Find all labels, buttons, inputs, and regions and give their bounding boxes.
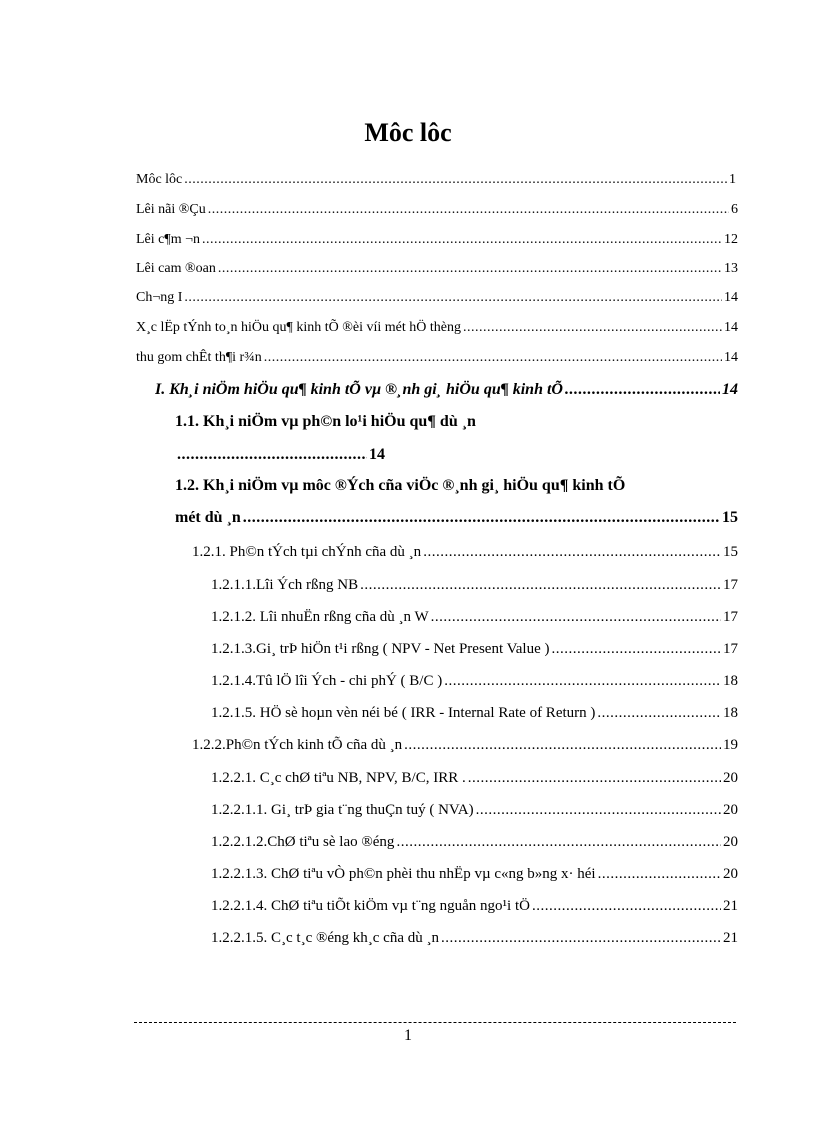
- toc-entry[interactable]: [155, 380, 738, 402]
- toc-leader: [177, 445, 367, 465]
- toc-entry-page: 6: [731, 202, 738, 217]
- toc-entry-page: 17: [723, 577, 738, 593]
- toc-entry-text: 1.2.1.5. HÖ sè hoµn vèn néi bé ( IRR - Internal Rate of Return ): [211, 705, 596, 721]
- toc-entry-page: 14: [722, 381, 738, 398]
- toc-leader: [597, 703, 721, 723]
- toc-entry[interactable]: [211, 607, 738, 629]
- toc-entry[interactable]: [211, 575, 738, 597]
- toc-entry-text: 1.2.2.1.2.ChØ tiªu sè lao ®éng: [211, 834, 395, 850]
- toc-entry-page: 20: [723, 866, 738, 882]
- toc-entry-text: 1.2.2.Ph©n tÝch kinh tÕ cña dù ¸n: [192, 737, 403, 753]
- toc-entry[interactable]: [192, 542, 738, 564]
- toc-entry[interactable]: [136, 259, 738, 281]
- toc-entry-text: 1.2.1. Ph©n tÝch tµi chÝnh cña dù ¸n: [192, 544, 422, 560]
- toc-entry-text: Ch¬ng I: [136, 290, 183, 305]
- toc-entry-text: thu gom chÊt th¶i r¾n: [136, 350, 262, 365]
- toc-entry-page: 14: [724, 320, 738, 335]
- toc-entry-page: 1: [729, 172, 736, 187]
- toc-entry-page: 19: [723, 737, 738, 753]
- toc-entry-page: 21: [723, 898, 738, 914]
- toc-entry-text: 1.2.2.1.1. Gi¸ trÞ gia t¨ng thuÇn tuý ( NVA): [211, 802, 474, 818]
- toc-entry[interactable]: [136, 230, 738, 252]
- toc-entry[interactable]: [175, 508, 738, 530]
- toc-entry-page: 20: [723, 770, 738, 786]
- toc-leader: [264, 348, 722, 368]
- toc-entry[interactable]: [211, 800, 738, 822]
- toc-entry[interactable]: [211, 864, 738, 886]
- toc-entry-text: 1.2.2.1. C¸c chØ tiªu NB, NPV, B/C, IRR .: [211, 770, 466, 786]
- toc-entry[interactable]: [211, 703, 738, 725]
- toc-entry-page: 15: [722, 509, 738, 526]
- toc-entry-page: 17: [723, 641, 738, 657]
- toc-leader: [360, 575, 721, 595]
- toc-entry-text: 1.2.2.1.3. ChØ tiªu vÒ ph©n phèi thu nhËp vµ c«ng b»ng x· héi: [211, 866, 596, 882]
- toc-entry-page: 15: [723, 544, 738, 560]
- toc-entry-page: 14: [724, 350, 738, 365]
- toc-entry[interactable]: [136, 200, 738, 222]
- toc-entry-text: 1.1. Kh¸i niÖm vµ ph©n lo¹i hiÖu qu¶ dù ¸n: [175, 413, 476, 430]
- toc-leader: [441, 928, 721, 948]
- toc-entry-page: 12: [724, 232, 738, 247]
- toc-entry[interactable]: [136, 170, 736, 192]
- toc-leader: [184, 288, 722, 308]
- toc-entry-page: 13: [724, 261, 738, 276]
- toc-entry-text: Môc lôc: [136, 172, 183, 187]
- footer-divider: [134, 1022, 736, 1023]
- toc-entry-text: 1.2.2.1.5. C¸c t¸c ®éng kh¸c cña dù ¸n: [211, 930, 439, 946]
- toc-leader: [468, 768, 721, 788]
- toc-entry[interactable]: [192, 735, 738, 757]
- toc-entry-text: 1.2.1.3.Gi¸ trÞ hiÖn t¹i rßng ( NPV - Net Present Value ): [211, 641, 550, 657]
- toc-entry-page: 18: [723, 705, 738, 721]
- toc-entry[interactable]: [136, 318, 738, 340]
- toc-leader: [444, 671, 721, 691]
- toc-entry-page: 17: [723, 609, 738, 625]
- toc-entry[interactable]: [211, 768, 738, 790]
- toc-entry-text: X¸c lËp tÝnh to¸n hiÖu qu¶ kinh tÕ ®èi víi mét hÖ thèng: [136, 320, 461, 335]
- toc-entry-page: 20: [723, 802, 738, 818]
- toc-entry-page: 21: [723, 930, 738, 946]
- toc-entry[interactable]: [211, 896, 738, 918]
- toc-entry[interactable]: [211, 671, 738, 693]
- toc-entry-text: Lêi nãi ®Çu: [136, 202, 206, 217]
- toc-entry[interactable]: [175, 412, 738, 434]
- toc-entry-text: Lêi cam ®oan: [136, 261, 216, 276]
- toc-entry-text: 1.2.1.4.Tû lÖ lîi Ých - chi phÝ ( B/C ): [211, 673, 443, 689]
- page-title: Môc lôc: [364, 118, 452, 147]
- toc-leader: [396, 832, 721, 852]
- toc-entry[interactable]: [211, 928, 738, 950]
- toc-leader: [208, 200, 729, 220]
- toc-leader: [552, 639, 722, 659]
- toc-entry-text: 1.2. Kh¸i niÖm vµ môc ®Ých cña viÖc ®¸nh gi¸ hiÖu qu¶ kinh tÕ: [175, 477, 626, 494]
- toc-leader: [202, 230, 722, 250]
- toc-leader: [423, 542, 721, 562]
- toc-entry-text: 1.2.2.1.4. ChØ tiªu tiÕt kiÖm vµ t¨ng nguån ngo¹i tÖ: [211, 898, 530, 914]
- toc-entry[interactable]: [136, 288, 738, 310]
- toc-entry-text: mét dù ¸n: [175, 509, 241, 526]
- toc-entry[interactable]: [175, 476, 738, 498]
- toc-entry-page: 14: [724, 290, 738, 305]
- toc-leader: [598, 864, 721, 884]
- toc-entry[interactable]: [211, 639, 738, 661]
- toc-leader: [218, 259, 722, 279]
- toc-entry-text: 1.2.1.1.Lîi Ých rßng NB: [211, 577, 359, 593]
- toc-entry[interactable]: [211, 832, 738, 854]
- toc-entry-text: I. Kh¸i niÖm hiÖu qu¶ kinh tÕ vµ ®¸nh gi¸ hiÖu qu¶ kinh tÕ: [155, 381, 563, 398]
- page-number: 1: [404, 1027, 412, 1044]
- toc-leader: [431, 607, 721, 627]
- toc-leader: [184, 170, 727, 190]
- toc-leader: [463, 318, 722, 338]
- toc-entry[interactable]: [136, 348, 738, 370]
- toc-leader: [404, 735, 721, 755]
- toc-entry-page: 18: [723, 673, 738, 689]
- toc-leader: [243, 508, 720, 528]
- toc-leader: [476, 800, 721, 820]
- toc-entry-text: Lêi c¶m ¬n: [136, 232, 200, 247]
- toc-leader: [565, 380, 720, 400]
- toc-entry-page: 20: [723, 834, 738, 850]
- toc-entry[interactable]: [175, 445, 385, 467]
- toc-leader: [532, 896, 721, 916]
- toc-entry-text: 1.2.1.2. Lîi nhuËn rßng cña dù ¸n W: [211, 609, 429, 625]
- toc-entry-page: 14: [369, 446, 385, 463]
